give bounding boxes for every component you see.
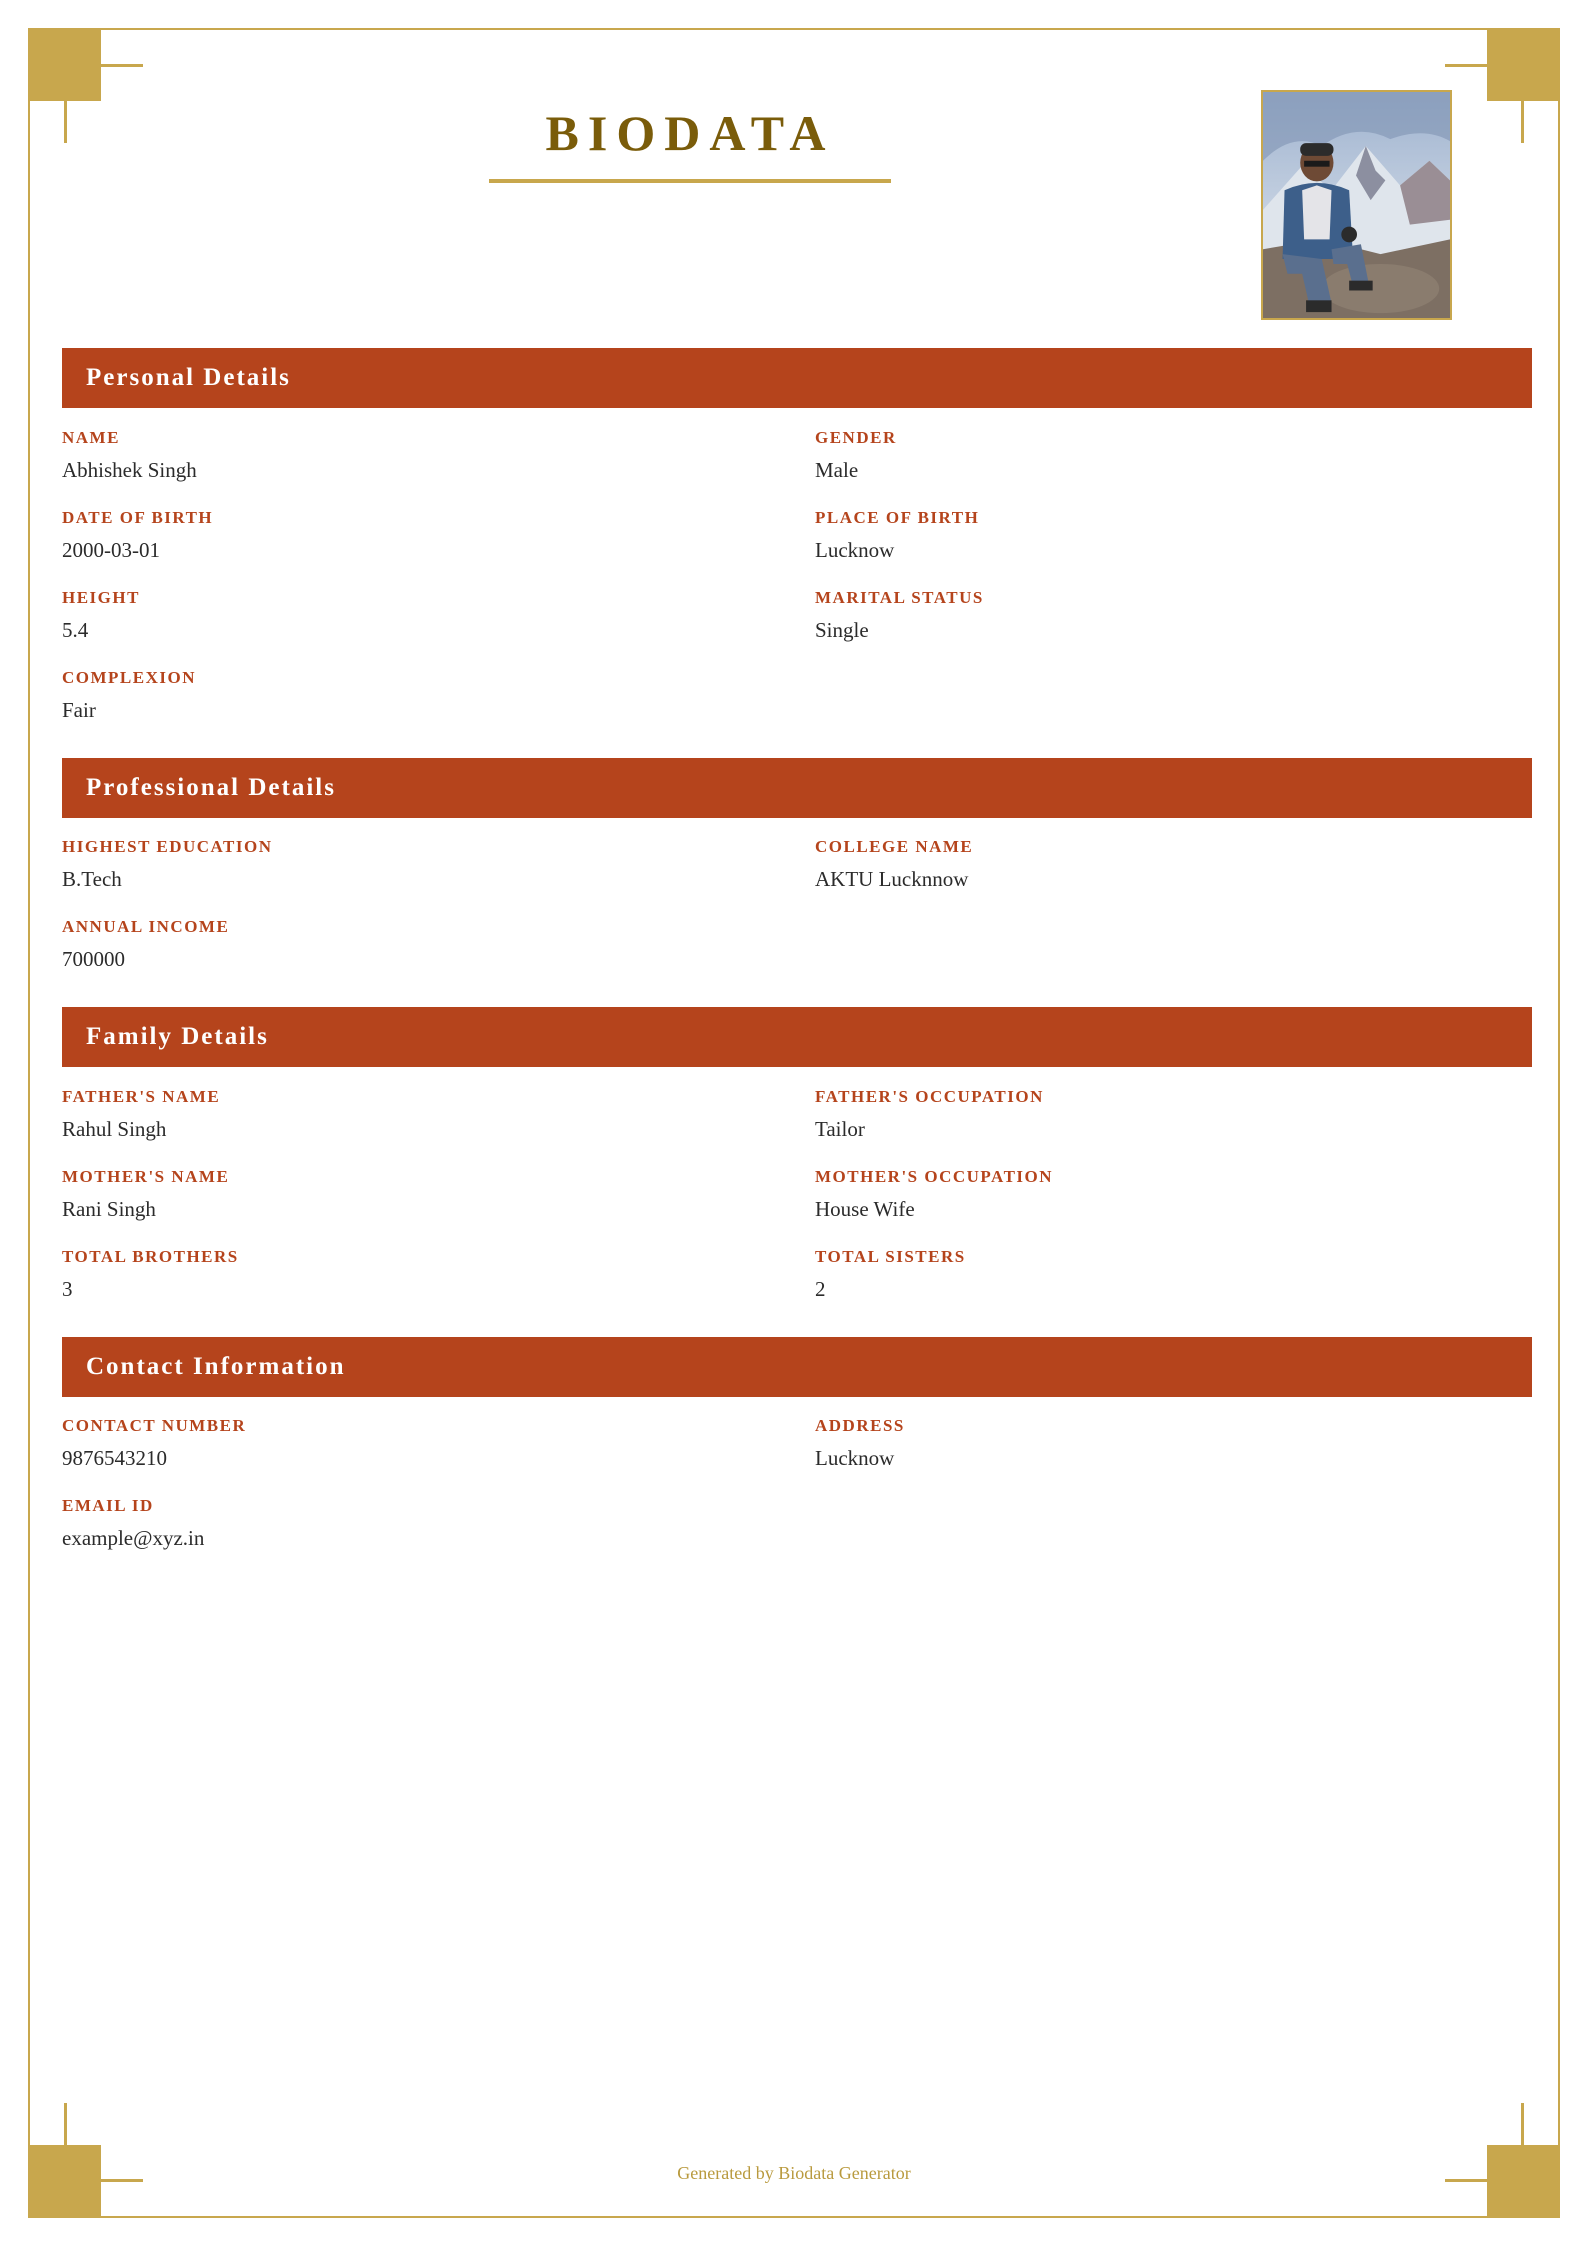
corner-line (64, 101, 67, 143)
field-email-id (62, 1496, 204, 1550)
field-value: 700000 (62, 947, 125, 971)
page-title: BIODATA (545, 105, 835, 161)
field-label: FATHER'S OCCUPATION (815, 1087, 1044, 1106)
field-address (815, 1416, 905, 1470)
field-annual-income (62, 917, 229, 971)
field-value: example@xyz.in (62, 1526, 205, 1550)
field-value: Single (815, 618, 869, 642)
title-underline (489, 179, 891, 183)
field-value: 2000-03-01 (62, 538, 160, 562)
field-value: Lucknow (815, 538, 895, 562)
corner-line (1521, 101, 1524, 143)
field-value: Rahul Singh (62, 1117, 167, 1141)
field-complexion (62, 668, 196, 722)
field-name (62, 428, 197, 482)
field-label: MARITAL STATUS (815, 588, 984, 607)
field-value: Male (815, 458, 859, 482)
field-fathers-name (62, 1087, 220, 1141)
field-total-sisters (815, 1247, 966, 1301)
field-place-of-birth (815, 508, 979, 562)
section-header-professional: Professional Details (62, 758, 1532, 818)
field-value: 3 (62, 1277, 73, 1301)
field-contact-number (62, 1416, 246, 1470)
field-label: CONTACT NUMBER (62, 1416, 247, 1435)
field-label: HIGHEST EDUCATION (62, 837, 273, 856)
corner-line (64, 2103, 67, 2145)
field-label: GENDER (815, 428, 897, 447)
field-label: EMAIL ID (62, 1496, 154, 1515)
field-label: ANNUAL INCOME (62, 917, 230, 936)
field-date-of-birth (62, 508, 213, 562)
field-value: Fair (62, 698, 96, 722)
field-label: TOTAL SISTERS (815, 1247, 966, 1266)
field-value: B.Tech (62, 867, 122, 891)
field-label: FATHER'S NAME (62, 1087, 221, 1106)
field-college-name (815, 837, 973, 891)
field-label: COMPLEXION (62, 668, 196, 687)
field-value: 9876543210 (62, 1446, 167, 1470)
field-value: 5.4 (62, 618, 89, 642)
field-label: PLACE OF BIRTH (815, 508, 980, 527)
field-mothers-occupation (815, 1167, 1053, 1221)
field-label: HEIGHT (62, 588, 140, 607)
field-label: NAME (62, 428, 120, 447)
corner-ornament-top-left (28, 28, 101, 101)
field-value: Lucknow (815, 1446, 895, 1470)
field-value: Tailor (815, 1117, 865, 1141)
field-fathers-occupation (815, 1087, 1044, 1141)
field-gender (815, 428, 897, 482)
field-total-brothers (62, 1247, 239, 1301)
profile-photo-icon (1263, 92, 1450, 318)
field-label: COLLEGE NAME (815, 837, 974, 856)
corner-line (1445, 64, 1487, 67)
section-header-family: Family Details (62, 1007, 1532, 1067)
field-label: DATE OF BIRTH (62, 508, 214, 527)
field-height (62, 588, 140, 642)
field-value: Abhishek Singh (62, 458, 197, 482)
field-label: TOTAL BROTHERS (62, 1247, 239, 1266)
field-value: 2 (815, 1277, 826, 1301)
field-value: AKTU Lucknnow (815, 867, 969, 891)
corner-line (1521, 2103, 1524, 2145)
field-label: MOTHER'S OCCUPATION (815, 1167, 1054, 1186)
field-mothers-name (62, 1167, 229, 1221)
profile-photo (1261, 90, 1452, 320)
section-header-personal: Personal Details (62, 348, 1532, 408)
field-value: House Wife (815, 1197, 915, 1221)
corner-line (101, 64, 143, 67)
section-header-contact: Contact Information (62, 1337, 1532, 1397)
field-value: Rani Singh (62, 1197, 156, 1221)
footer-credit: Generated by Biodata Generator (677, 2163, 911, 2183)
field-marital-status (815, 588, 984, 642)
field-highest-education (62, 837, 273, 891)
field-label: MOTHER'S NAME (62, 1167, 230, 1186)
corner-ornament-top-right (1487, 28, 1560, 101)
field-label: ADDRESS (815, 1416, 905, 1435)
